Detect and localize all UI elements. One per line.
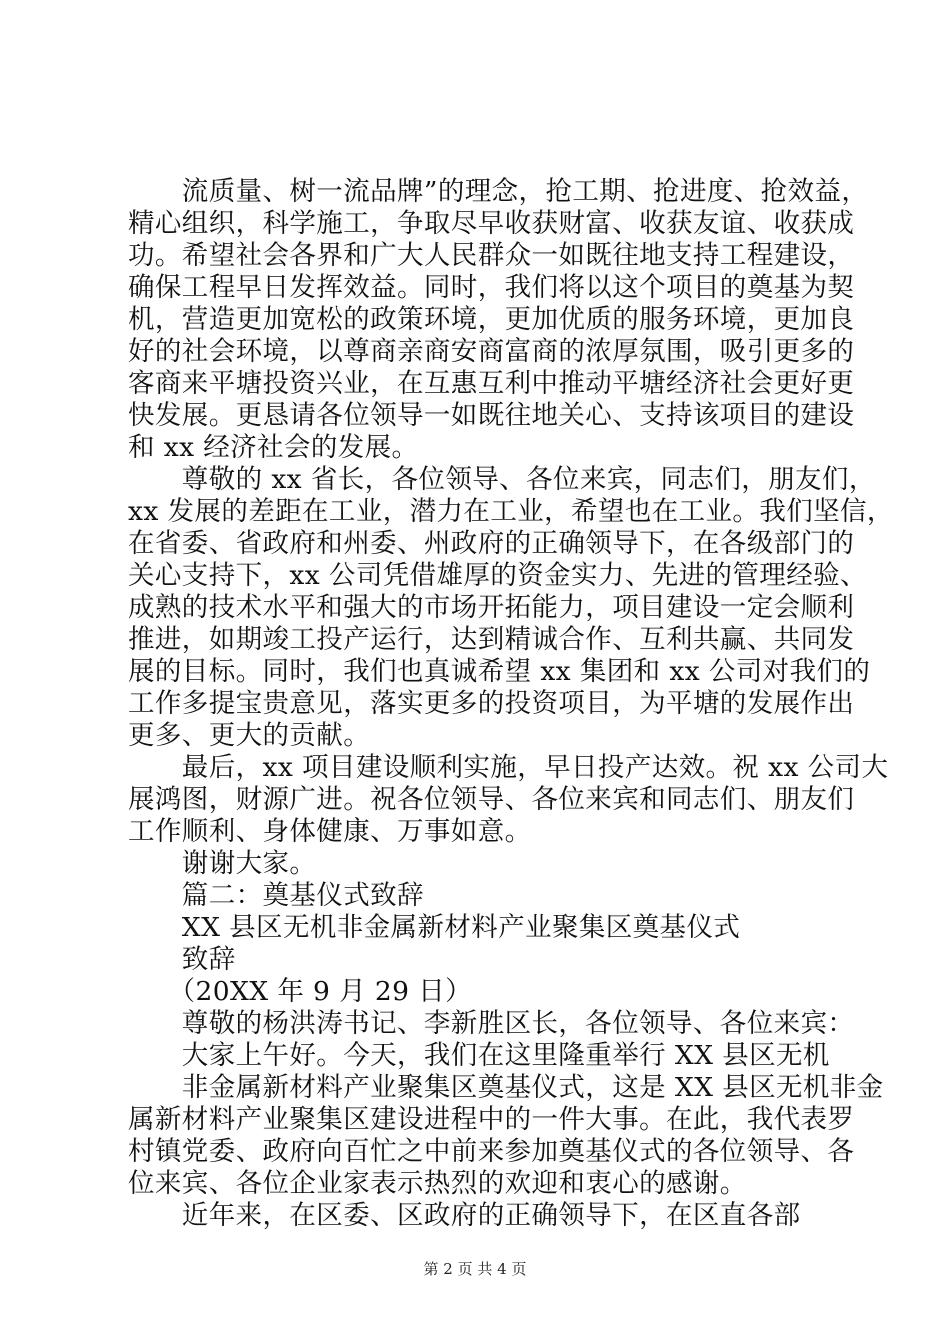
text-line: 位来宾、各位企业家表示热烈的欢迎和衷心的感谢。 — [128, 1168, 747, 1199]
text-line: xx 发展的差距在工业，潜力在工业，希望也在工业。我们坚信， — [128, 496, 894, 527]
text-line: 最后，xx 项目建设顺利实施，早日投产达效。祝 xx 公司大 — [128, 752, 889, 783]
text-line: 展鸿图，财源广进。祝各位领导、各位来宾和同志们、朋友们 — [128, 784, 855, 815]
text-line: 属新材料产业聚集区建设进程中的一件大事。在此，我代表罗 — [128, 1104, 855, 1135]
text-line: 近年来，在区委、区政府的正确领导下，在区直各部 — [128, 1200, 801, 1231]
text-line: 确保工程早日发挥效益。同时，我们将以这个项目的奠基为契 — [128, 272, 855, 303]
text-line: 和 xx 经济社会的发展。 — [128, 432, 419, 463]
text-line: 工作顺利、身体健康、万事如意。 — [128, 816, 532, 847]
text-line: 尊敬的 xx 省长，各位领导、各位来宾，同志们，朋友们， — [128, 464, 876, 495]
speech-title: XX 县区无机非金属新材料产业聚集区奠基仪式 — [128, 912, 741, 943]
text-line: 成熟的技术水平和强大的市场开拓能力，项目建设一定会顺利 — [128, 592, 855, 623]
text-line: 机，营造更加宽松的政策环境，更加优质的服务环境，更加良 — [128, 304, 855, 335]
text-line: 展的目标。同时，我们也真诚希望 xx 集团和 xx 公司对我们的 — [128, 656, 871, 687]
speech-date: （20XX 年 9 月 29 日） — [128, 976, 472, 1007]
text-line: 快发展。更恳请各位领导一如既往地关心、支持该项目的建设 — [128, 400, 855, 431]
text-line: 在省委、省政府和州委、州政府的正确领导下，在各级部门的 — [128, 528, 855, 559]
text-line: 功。希望社会各界和广大人民群众一如既往地支持工程建设， — [128, 240, 855, 271]
text-line: 非金属新材料产业聚集区奠基仪式，这是 XX 县区无机非金 — [128, 1072, 884, 1103]
text-line: 大家上午好。今天，我们在这里隆重举行 XX 县区无机 — [128, 1040, 830, 1071]
text-line: 更多、更大的贡献。 — [128, 720, 371, 751]
text-line: 推进，如期竣工投产运行，达到精诚合作、互利共赢、共同发 — [128, 624, 855, 655]
text-line: 工作多提宝贵意见，落实更多的投资项目，为平塘的发展作出 — [128, 688, 855, 719]
text-line: 谢谢大家。 — [128, 848, 317, 879]
text-line: 好的社会环境，以尊商亲商安商富商的浓厚氛围，吸引更多的 — [128, 336, 855, 367]
text-line: 客商来平塘投资兴业，在互惠互利中推动平塘经济社会更好更 — [128, 368, 855, 399]
section-heading: 篇二：奠基仪式致辞 — [128, 880, 424, 911]
page-number-footer: 第 2 页 共 4 页 — [423, 1260, 527, 1278]
text-line: 关心支持下，xx 公司凭借雄厚的资金实力、先进的管理经验、 — [128, 560, 867, 591]
text-line: 精心组织，科学施工，争取尽早收获财富、收获友谊、收获成 — [128, 208, 855, 239]
text-line: 村镇党委、政府向百忙之中前来参加奠基仪式的各位领导、各 — [128, 1136, 855, 1167]
text-line: 尊敬的杨洪涛书记、李新胜区长，各位领导、各位来宾： — [128, 1008, 855, 1039]
speech-title-continued: 致辞 — [128, 944, 236, 975]
text-line: 流质量、树一流品牌”的理念，抢工期、抢进度、抢效益， — [128, 176, 869, 207]
